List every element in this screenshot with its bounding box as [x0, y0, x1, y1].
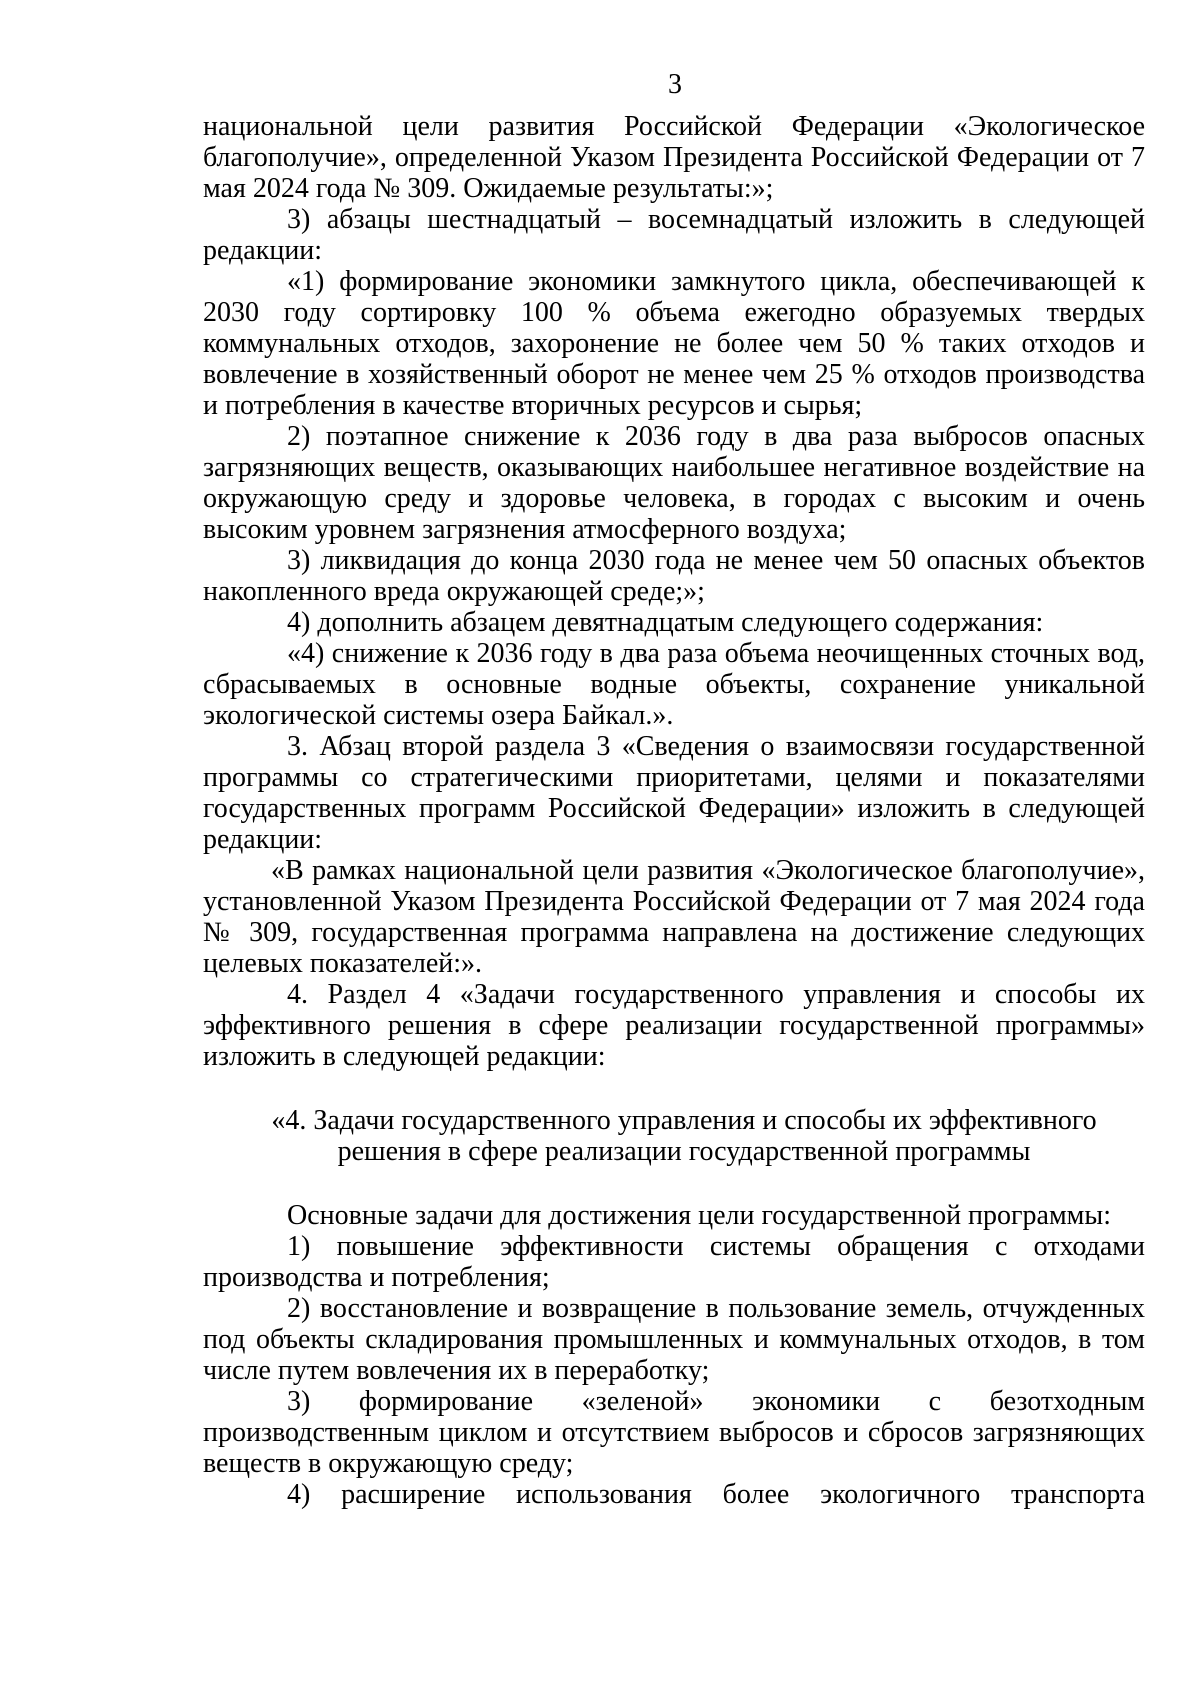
- task-item-2: 2) восстановление и возвращение в пользование земель, отчужденных под объекты складирования промышленных и коммунальных отходов, в том числе путем вовлечения их в переработку;: [203, 1293, 1145, 1386]
- paragraph-quote-4-wastewater: «4) снижение к 2036 году в два раза объема неочищенных сточных вод, сбрасываемых в основные водные объекты, сохранение уникальной экологической системы озера Байкал.».: [203, 638, 1145, 731]
- page-number: 3: [668, 69, 682, 100]
- paragraph-national-goal: национальной цели развития Российской Федерации «Экологическое благополучие», определенной Указом Президента Российской Федерации от 7 мая 2024 года № 309. Ожидаемые результаты:»;: [203, 111, 1145, 204]
- paragraph-quote-national-goal: «В рамках национальной цели развития «Экологическое благополучие», установленной Указом Президента Российской Федерации от 7 мая 2024 года № 309, государственная программа направлена на достижение следующих целевых показателей:».: [203, 855, 1145, 979]
- task-item-3: 3) формирование «зеленой» экономики с безотходным производственным циклом и отсутствием выбросов и сбросов загрязняющих веществ в окружающую среду;: [203, 1386, 1145, 1479]
- paragraph-2-emissions-reduction: 2) поэтапное снижение к 2036 году в два раза выбросов опасных загрязняющих веществ, оказывающих наибольшее негативное воздействие на окружающую среду и здоровье человека, в городах с высоким и очень высоким уровнем загрязнения атмосферного воздуха;: [203, 421, 1145, 545]
- document-body: [203, 111, 1145, 1510]
- paragraph-quote-1-circular-economy: «1) формирование экономики замкнутого цикла, обеспечивающей к 2030 году сортировку 100 % объема ежегодно образуемых твердых коммунальных отходов, захоронение не более чем 50 % таких отходов и вовлечение в хозяйственный оборот не менее чем 25 % отходов производства и потребления в качестве вторичных ресурсов и сырья;: [203, 266, 1145, 421]
- paragraph-point-4-section-4: 4. Раздел 4 «Задачи государственного управления и способы их эффективного решения в сфере реализации государственной программы» изложить в следующей редакции:: [203, 979, 1145, 1072]
- paragraph-item-4-add-paragraph: 4) дополнить абзацем девятнадцатым следующего содержания:: [287, 607, 1044, 638]
- section-4-heading: [203, 1105, 1145, 1167]
- paragraph-3-liquidation: 3) ликвидация до конца 2030 года не менее чем 50 опасных объектов накопленного вреда окружающей среде;»;: [203, 545, 1145, 607]
- tasks-intro: Основные задачи для достижения цели государственной программы:: [287, 1200, 1111, 1231]
- task-item-1: 1) повышение эффективности системы обращения с отходами производства и потребления;: [203, 1231, 1145, 1293]
- section-4-heading-line-2: решения в сфере реализации государственной программы: [337, 1136, 1031, 1167]
- paragraph-point-3-section-3: 3. Абзац второй раздела 3 «Сведения о взаимосвязи государственной программы со стратегическими приоритетами, целями и показателями государственных программ Российской Федерации» изложить в следующей редакции:: [203, 731, 1145, 855]
- section-4-heading-line-1: «4. Задачи государственного управления и способы их эффективного: [271, 1105, 1097, 1136]
- paragraph-item-3-paragraphs: 3) абзацы шестнадцатый – восемнадцатый изложить в следующей редакции:: [203, 204, 1145, 266]
- task-item-4: 4) расширение использования более экологичного транспорта: [287, 1479, 1145, 1510]
